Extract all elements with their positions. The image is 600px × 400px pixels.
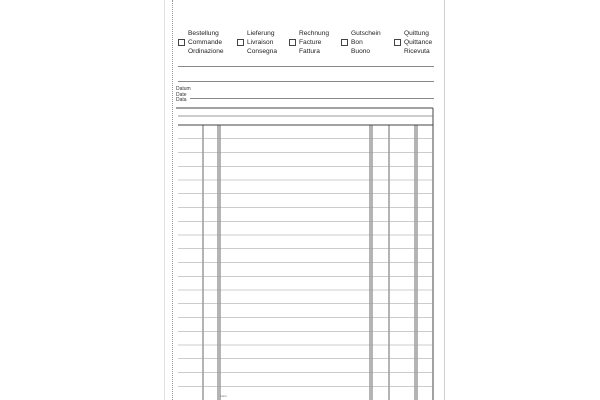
option-invoice: Rechnung Facture Fattura [299, 29, 329, 56]
form-code: Form [220, 394, 227, 398]
option-delivery: Lieferung Livraison Consegna [247, 29, 277, 56]
table-rows [178, 139, 433, 387]
date-label: Datum Date Data [176, 86, 191, 104]
option-order: Bestellung Commande Ordinazione [188, 29, 224, 56]
option-receipt: Quittung Quittance Ricevuta [404, 29, 432, 56]
option-voucher: Gutschein Bon Buono [351, 29, 381, 56]
